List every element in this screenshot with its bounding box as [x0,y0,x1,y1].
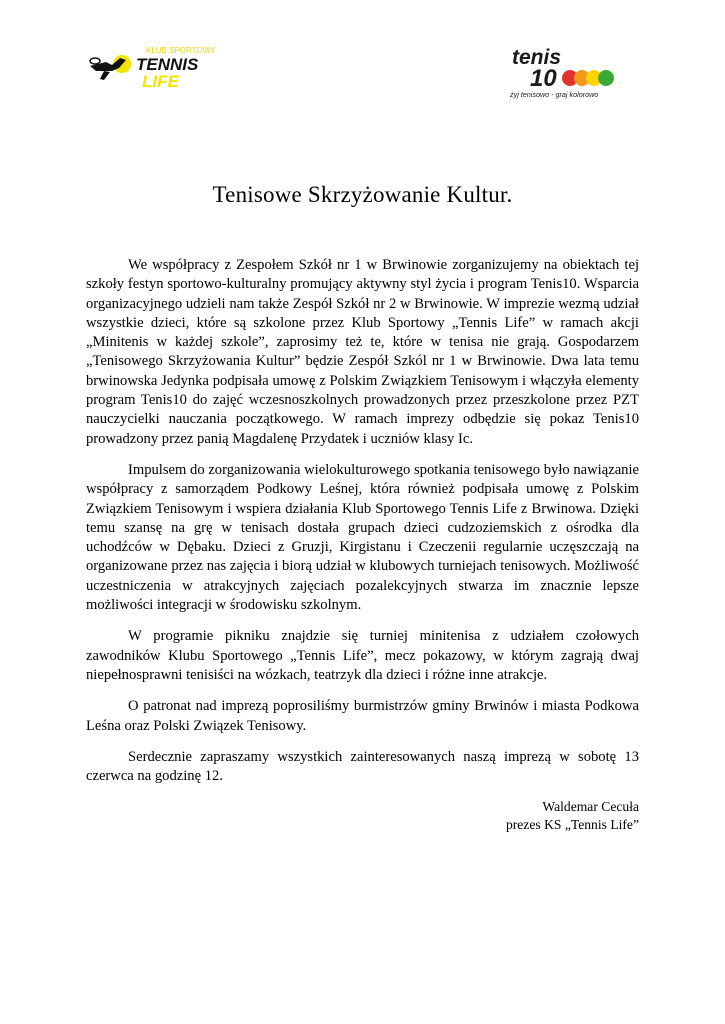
signature-name: Waldemar Cecuła [542,799,639,814]
paragraph-2: Impulsem do zorganizowania wielokulturowego spotkania tenisowego było nawiązanie współpracy z samorządem Podkowy Leśnej, która również podpisała umowę z Polskim Związkiem Tenisowym i wspiera działania Klub Sportowego Tennis Life z Brwinowa. Dzięki temu szansę na grę w tenisach dostała grupach dzieci cudzoziemskich z ośrodka dla uchodźców w Dębaku. Dzieci z Gruzji, Kirgistanu i Czeczenii regularnie uczęszczają na organizowane przez nas zajęcia i biorą udział w klubowych turniejach tenisowych. Możliwość uczestniczenia w atrakcyjnych zajęciach pozalekcyjnych stwarza im znacznie lepsze możliwości integracji w środowisku szkolnym. [86,461,639,614]
logo-left-word1: TENNIS [136,55,199,74]
logo-right-word2: 10 [530,65,557,92]
logo-right-tagline: żyj tenisowo - graj kolorowo [510,90,599,99]
paragraph-1: We współpracy z Zespołem Szkół nr 1 w Brwinowie zorganizujemy na obiektach tej szkoły festyn sportowo-kulturalny promujący aktywny styl życia i program Tenis10. Wsparcia organizacyjnego udzieli nam także Zespół Szkół nr 2 w Brwinowie. W imprezie wezmą udział wszystkie dzieci, które są szkolone przez Klub Sportowy „Tennis Life” w ramach akcji „Minitenis w każdej szkole”, zaprosimy też te, które w tenisa nie grają. Gospodarzem „Tenisowego Skrzyżowania Kultur” będzie Zespół Szkól nr 1 w Brwinowie. Dwa lata temu brwinowska Jedynka podpisała umowę z Polskim Związkiem Tenisowym i włączyła elementy program Tenis10 do zajęć wczesnoszkolnych prowadzonych przez przeszkolone przez PZT nauczycielki nauczania początkowego. W ramach imprezy odbędzie się pokaz Tenis10 prowadzony przez panią Magdalenę Przydatek i uczniów klasy Ic. [86,257,639,447]
logo-right-word1: tenis [512,46,562,69]
paragraph-5: Serdecznie zapraszamy wszystkich zainteresowanych naszą imprezą w sobotę 13 czerwca na godzinę 12. [86,748,639,785]
logo-left-word2: LIFE [142,72,179,90]
signature-role: prezes KS „Tennis Life” [505,817,639,832]
logo-left-top-text: KLUB SPORTOWY [146,46,216,55]
colored-balls-icon [562,70,614,86]
tennis-player-icon [90,55,131,80]
signature-block [506,798,639,834]
paragraph-3: W programie pikniku znajdzie się turniej minitenisa z udziałem czołowych zawodników Klubu Sportowego „Tennis Life”, mecz pokazowy, w którym zagrają dwaj niepełnosprawni tenisiści na wózkach, teatrzyk dla dzieci i różne inne atrakcje. [86,628,639,683]
tenis10-logo [500,44,620,100]
paragraph-4: O patronat nad imprezą poprosiliśmy burmistrzów gminy Brwinów i miasta Podkowa Leśna oraz Polski Związek Tenisowy. [86,698,639,734]
document-title: Tenisowe Skrzyżowanie Kultur. [212,182,513,207]
document-body [86,256,639,798]
tennis-life-logo [86,44,226,90]
